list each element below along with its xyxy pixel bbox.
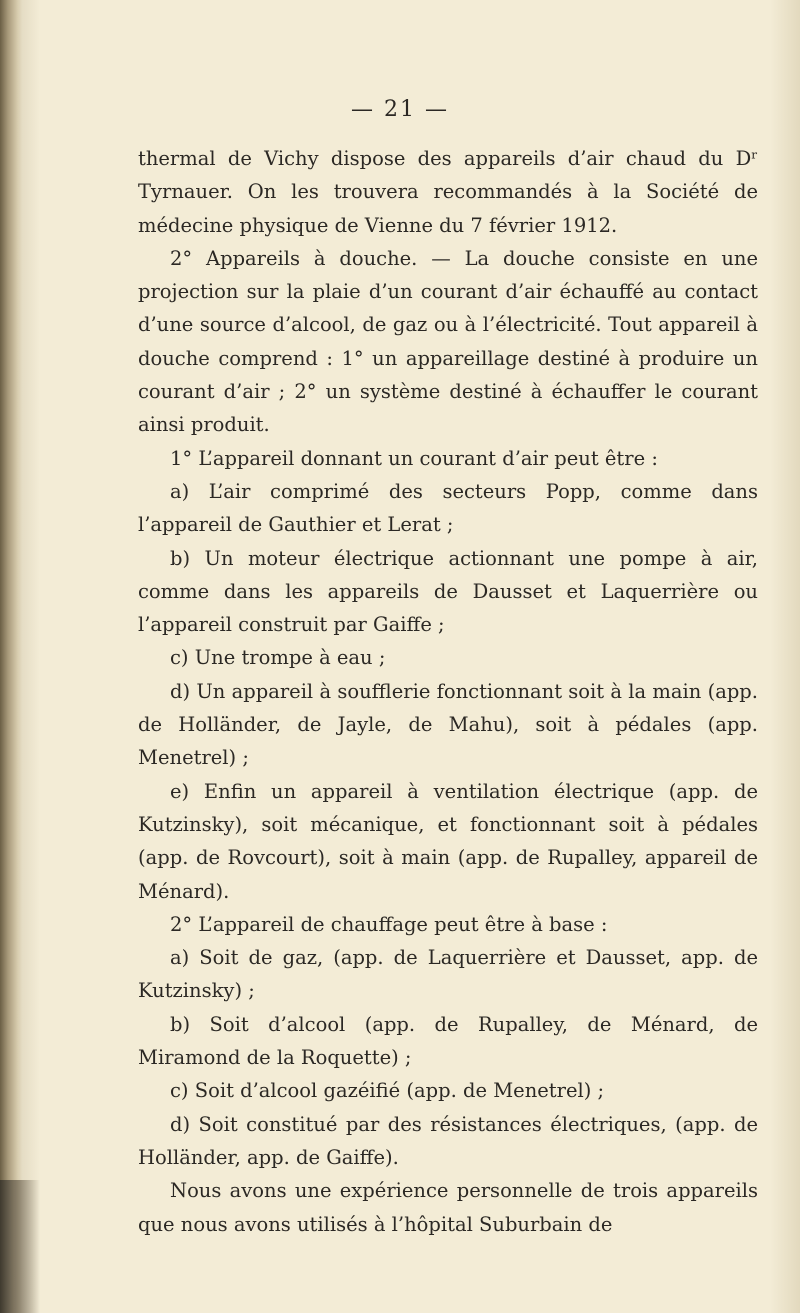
paragraph: d) Soit constitué par des résistances électriques, (app. de Holländer, app. de Gaiffe). (138, 1112, 758, 1169)
paragraph: e) Enfin un appareil à ventilation électrique (app. de Kutzinsky), soit mécanique, et fonctionnant soit à pédales (app. de Rovcourt), soit à main (app. de Rupalley, appareil de Ménard). (138, 779, 758, 903)
paragraph: a) Soit de gaz, (app. de Laquerrière et Dausset, app. de Kutzinsky) ; (138, 946, 758, 1003)
page-number: — 21 — (351, 97, 449, 122)
binding-gutter (0, 0, 22, 1313)
paragraph: 1° L’appareil donnant un courant d’air peut être : (170, 446, 658, 470)
paragraph: c) Une trompe à eau ; (170, 646, 386, 670)
paragraph: c) Soit d’alcool gazéifié (app. de Menetrel) ; (170, 1079, 605, 1103)
paragraph: b) Un moteur électrique actionnant une pompe à air, comme dans les appareils de Dausset et Laquerrière ou l’appareil construit par Gaiffe ; (138, 546, 758, 637)
paragraph: Nous avons une expérience personnelle de trois appareils que nous avons utilisés à l’hôpital Suburbain de (138, 1179, 758, 1236)
paragraph: a) L’air comprimé des secteurs Popp, comme dans l’appareil de Gauthier et Lerat ; (138, 479, 758, 537)
body-text (138, 142, 758, 1241)
paragraph: 2° L’appareil de chauffage peut être à base : (170, 912, 608, 936)
binding-shadow (0, 1180, 40, 1313)
paragraph: b) Soit d’alcool (app. de Rupalley, de Ménard, de Miramond de la Roquette) ; (138, 1012, 758, 1070)
paragraph: thermal de Vichy dispose des appareils d’air chaud du Dʳ Tyrnauer. On les trouvera recommandés à la Société de médecine physique de Vienne du 7 février 1912. (138, 147, 758, 237)
paragraph: d) Un appareil à soufflerie fonctionnant soit à la main (app. de Holländer, de Jayle, de Mahu), soit à pédales (app. Menetrel) ; (138, 679, 758, 770)
paragraph: 2° Appareils à douche. — La douche consiste en une projection sur la plaie d’un courant d’air échauffé au contact d’une source d’alcool, de gaz ou à l’électricité. Tout appareil à douche comprend : 1° un appareillage destiné à produire un courant d’air ; 2° un système destiné à échauffer le courant ainsi produit. (138, 246, 758, 437)
